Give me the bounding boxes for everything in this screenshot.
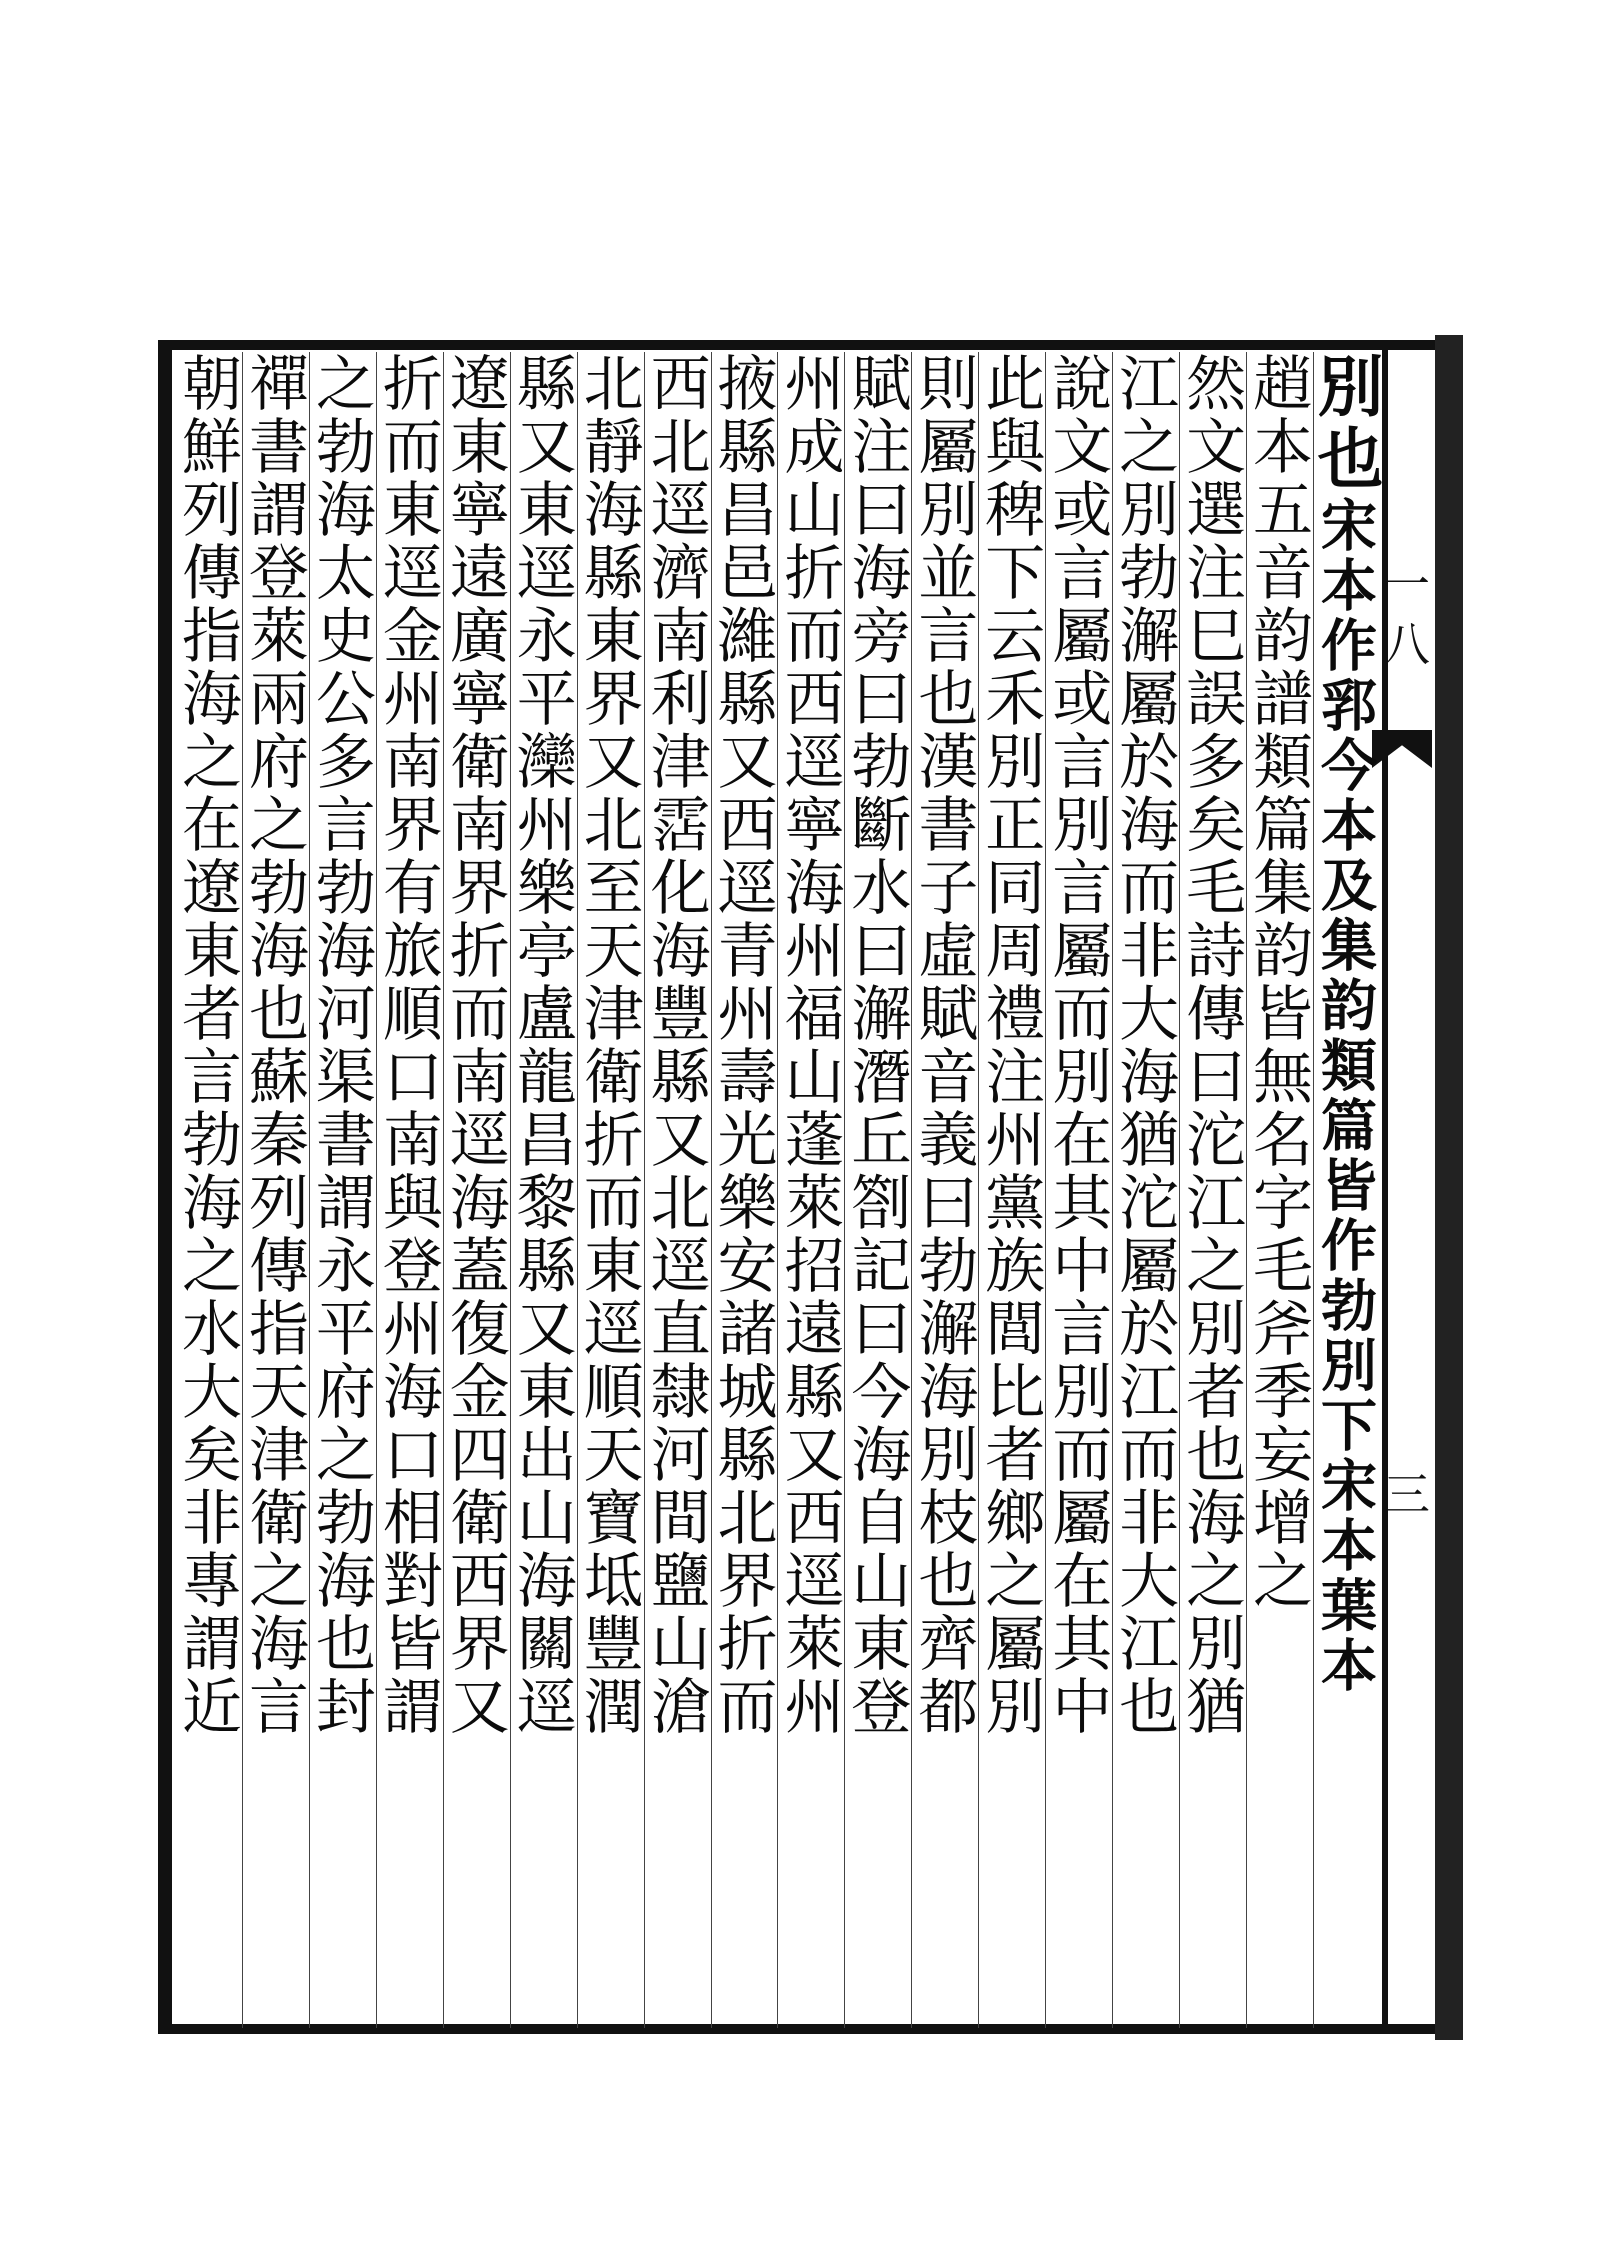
- column-text: 折而東逕金州南界有旅順口南與登州海口相對皆謂: [372, 352, 443, 1738]
- column-text: 之勃海太史公多言勃海河渠書謂永平府之勃海也封: [305, 352, 376, 1738]
- column-text: 此與稗下云禾別正同周禮注州黨族閭比者鄉之屬別: [975, 352, 1046, 1738]
- center-fold-edge: [1435, 335, 1463, 2040]
- fold-label-upper: 一: [1377, 560, 1431, 606]
- column-text: 縣又東逕永平灤州樂亭盧龍昌黎縣又東出山海關逕: [506, 352, 577, 1738]
- fold-label-middle: 八: [1377, 620, 1431, 666]
- column-text: 賦注曰海旁曰勃斷水曰澥潛丘劄記曰今海自山東登: [841, 352, 912, 1738]
- column-text: 說文或言屬或言別言屬而別在其中言別而屬在其中: [1042, 352, 1113, 1738]
- column-text: 朝鮮列傳指海之在遼東者言勃海之水大矣非專謂近: [172, 352, 242, 1738]
- text-column: [1042, 352, 1113, 2028]
- column-text: 禪書謂登萊兩府之勃海也蘇秦列傳指天津衛之海言: [238, 352, 309, 1738]
- text-column: [172, 352, 242, 2028]
- column-text: 掖縣昌邑濰縣又西逕青州壽光樂安諸城縣北界折而: [707, 352, 778, 1738]
- column-text: 州成山折而西逕寧海州福山蓬萊招遠縣又西逕萊州: [774, 352, 845, 1738]
- text-column: [573, 352, 644, 2028]
- text-column: [640, 352, 711, 2028]
- fold-label-lower: 三: [1377, 1470, 1431, 1516]
- column-text: 趙本五音韵譜類篇集韵皆無名字毛斧季妄增之: [1243, 352, 1313, 1612]
- text-column: [1109, 352, 1180, 2028]
- column-text: 則屬別並言也漢書子虛賦音義曰勃澥海別枝也齊都: [908, 352, 979, 1738]
- text-column: [1176, 352, 1247, 2028]
- column-text: 宋本作郛今本及集韵類篇皆作勃別下宋本葉本: [1311, 496, 1378, 1696]
- text-column: [372, 352, 443, 2028]
- text-column: [707, 352, 778, 2028]
- text-column: [908, 352, 979, 2028]
- column-text: 江之別勃澥屬於海而非大海猶沱屬於江而非大江也: [1109, 352, 1180, 1738]
- column-text: 遼東寧遠廣寧衛南界折而南逕海蓋復金四衛西界又: [439, 352, 510, 1738]
- text-column: [1305, 352, 1384, 2028]
- text-column: [1243, 352, 1313, 2028]
- text-column: [305, 352, 376, 2028]
- text-columns: [172, 352, 1384, 2028]
- column-text: 然文選注巳誤多矣毛詩傳曰沱江之別者也海之別猶: [1176, 352, 1247, 1738]
- column-head: 別也: [1305, 352, 1384, 496]
- text-column: [439, 352, 510, 2028]
- text-column: [975, 352, 1046, 2028]
- text-column: [774, 352, 845, 2028]
- text-column: [506, 352, 577, 2028]
- text-column: [238, 352, 309, 2028]
- column-text: 北靜海縣東界又北至天津衛折而東逕順天寶坻豐潤: [573, 352, 644, 1738]
- column-text: 西北逕濟南利津霑化海豐縣又北逕直隸河間鹽山滄: [640, 352, 711, 1738]
- text-column: [841, 352, 912, 2028]
